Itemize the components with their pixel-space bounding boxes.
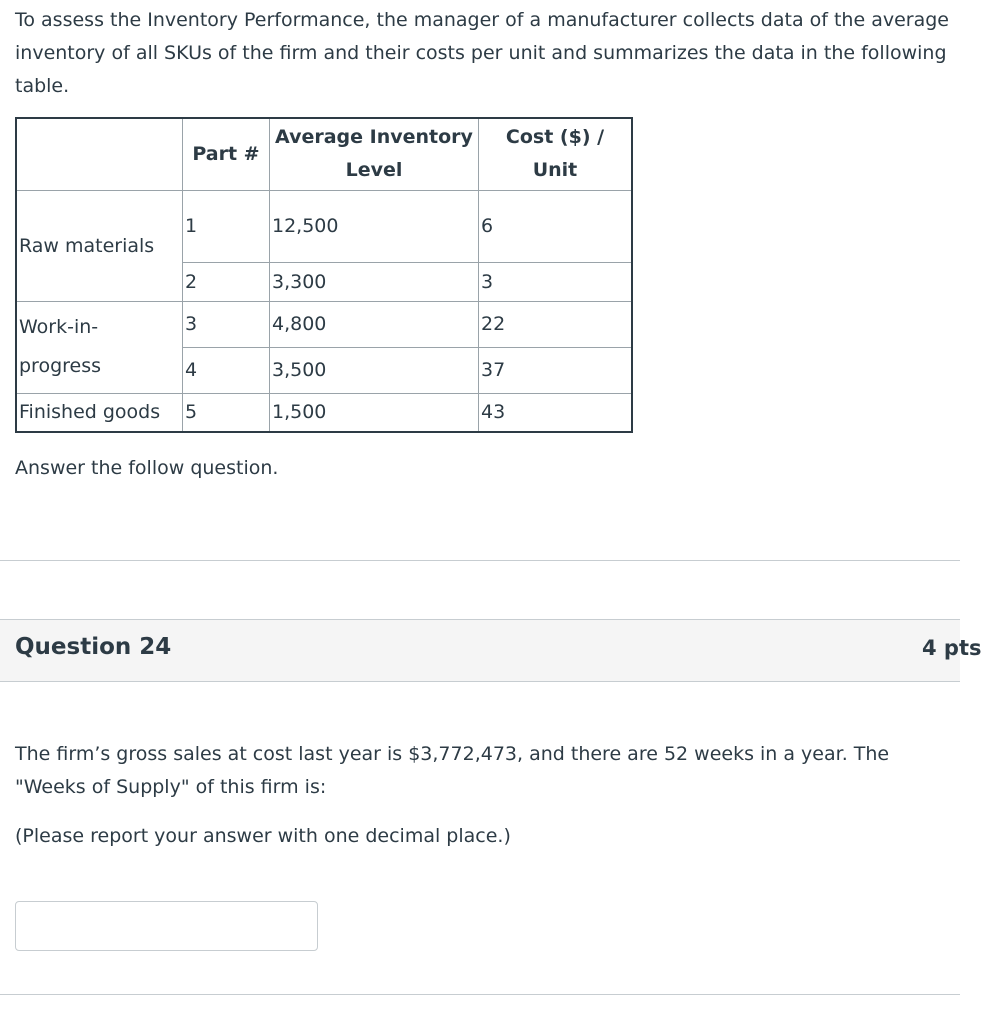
question-title: Question 24 bbox=[15, 634, 172, 660]
cost-cell: 3 bbox=[479, 262, 633, 301]
cost-cell: 22 bbox=[479, 301, 633, 347]
header-blank bbox=[16, 118, 183, 190]
section-divider bbox=[0, 560, 960, 561]
question-text: The firm’s gross sales at cost last year is $3,772,473, and there are 52 weeks in a year. The "Weeks of Supply" of this firm is: bbox=[15, 743, 890, 798]
table-row bbox=[16, 301, 632, 347]
table-header-row bbox=[16, 118, 632, 190]
cost-cell: 6 bbox=[479, 190, 633, 262]
header-cost-per-unit: Cost ($) / Unit bbox=[479, 118, 633, 190]
part-cell: 4 bbox=[183, 347, 270, 393]
part-cell: 2 bbox=[183, 262, 270, 301]
cost-cell: 37 bbox=[479, 347, 633, 393]
group-finished-goods: Finished goods bbox=[16, 393, 183, 432]
header-average-inventory: Average Inventory Level bbox=[270, 118, 479, 190]
part-cell: 5 bbox=[183, 393, 270, 432]
group-raw-materials: Raw materials bbox=[16, 190, 183, 301]
cost-cell: 43 bbox=[479, 393, 633, 432]
avg-inventory-cell: 3,500 bbox=[270, 347, 479, 393]
part-cell: 3 bbox=[183, 301, 270, 347]
avg-inventory-cell: 12,500 bbox=[270, 190, 479, 262]
avg-inventory-cell: 3,300 bbox=[270, 262, 479, 301]
bottom-divider bbox=[0, 994, 960, 995]
avg-inventory-cell: 4,800 bbox=[270, 301, 479, 347]
follow-instruction: Answer the follow question. bbox=[15, 457, 279, 479]
part-cell: 1 bbox=[183, 190, 270, 262]
inventory-table bbox=[15, 117, 633, 433]
question-points: 4 pts bbox=[922, 636, 982, 660]
intro-paragraph: To assess the Inventory Performance, the manager of a manufacturer collects data of the average inventory of all SKUs of the firm and their costs per unit and summarizes the data in the following table. bbox=[15, 9, 949, 97]
group-work-in-progress: Work-in-progress bbox=[16, 301, 183, 393]
header-part: Part # bbox=[183, 118, 270, 190]
table-row bbox=[16, 393, 632, 432]
table-row bbox=[16, 190, 632, 262]
answer-input[interactable] bbox=[15, 901, 318, 951]
avg-inventory-cell: 1,500 bbox=[270, 393, 479, 432]
question-header bbox=[0, 619, 982, 682]
question-note: (Please report your answer with one decimal place.) bbox=[15, 825, 511, 847]
